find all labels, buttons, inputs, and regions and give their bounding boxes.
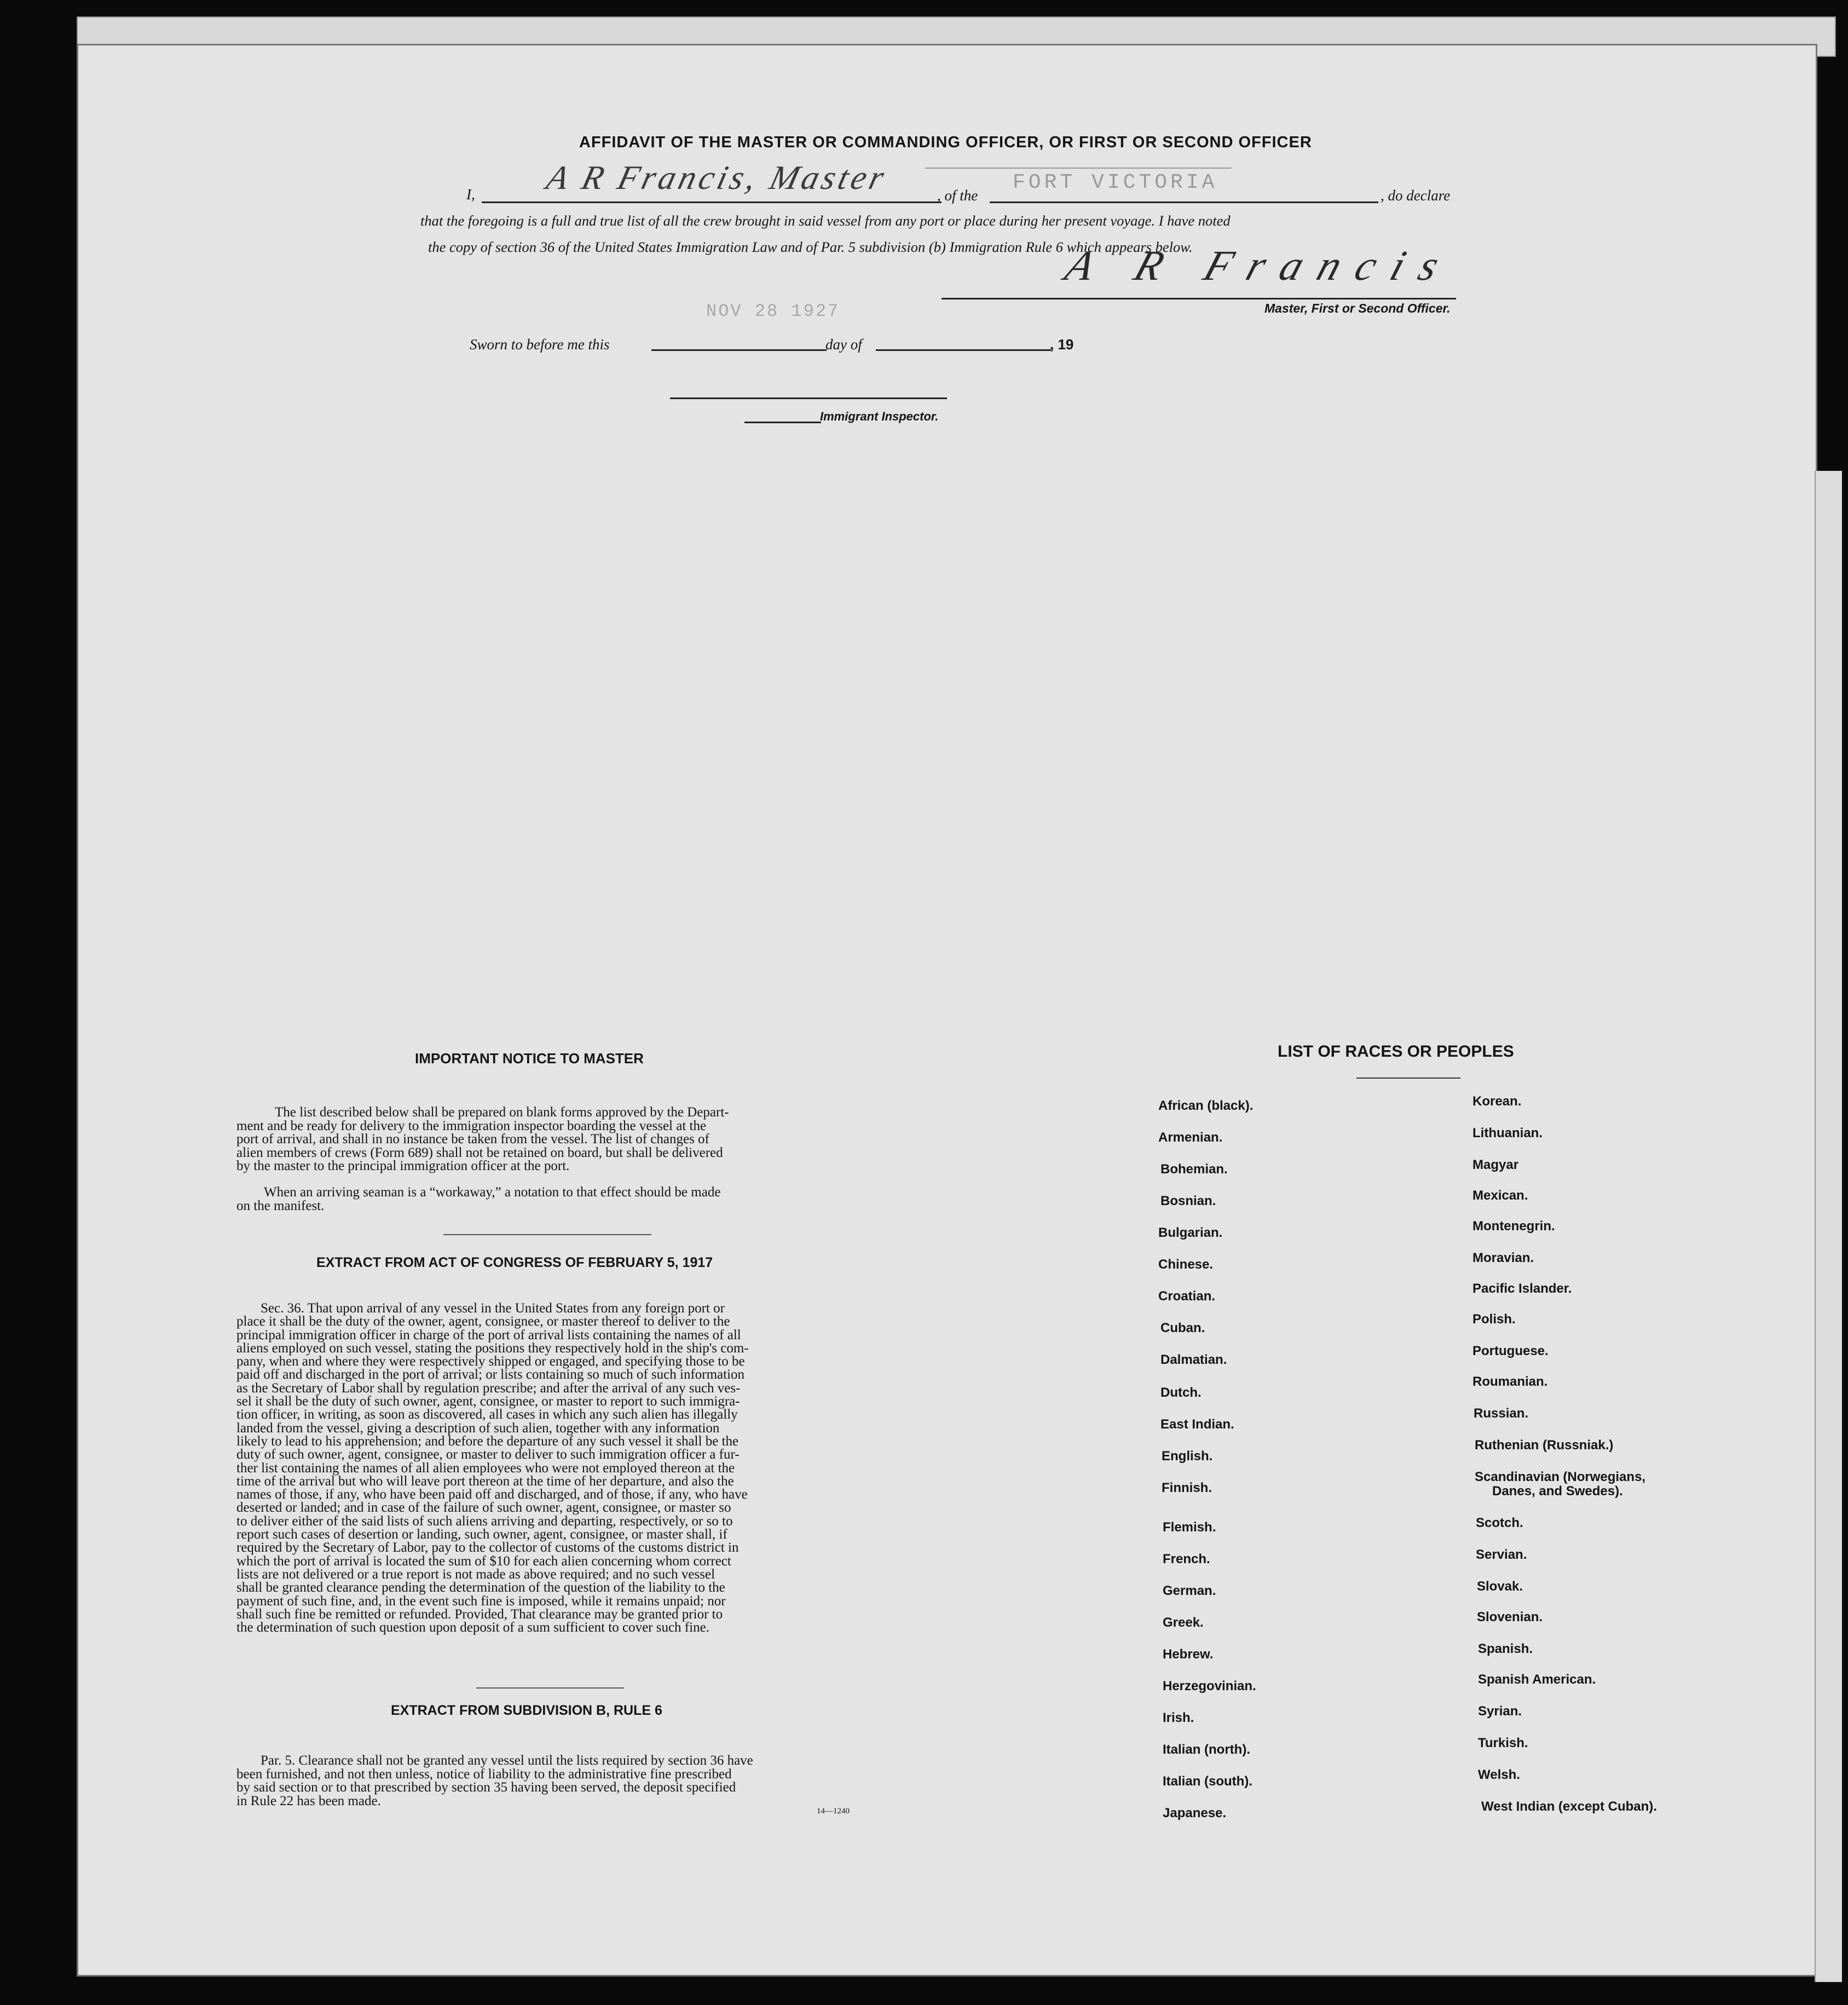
race-item: Turkish.	[1478, 1736, 1528, 1750]
vessel-name-line	[990, 201, 1378, 203]
notice-p1-line: by the master to the principal immigration officer at the port.	[236, 1159, 570, 1173]
year-prefix-label: , 19	[1050, 336, 1074, 353]
form-number: 14—1240	[817, 1807, 850, 1816]
race-item: German.	[1163, 1583, 1216, 1598]
act-line: the determination of such question upon deposit of a sum sufficient to cover such fine.	[236, 1620, 709, 1635]
act-line: paid off and discharged in the port of arrival; or lists containing so much of such information	[236, 1367, 745, 1382]
notice-paragraph-2	[236, 1186, 861, 1213]
sworn-day-line	[651, 349, 827, 351]
notice-p1-line: The list described below shall be prepared on blank forms approved by the Depart-	[275, 1105, 729, 1120]
race-item: Japanese.	[1163, 1806, 1227, 1820]
act-line: lists are not delivered or a true report is not made as above required; and no such vessel	[236, 1566, 715, 1582]
race-item: English.	[1162, 1449, 1213, 1464]
act-line: landed from the vessel, giving a description of such alien, together with any information	[236, 1420, 720, 1436]
act-line: shall such fine be remitted or refunded. Provided, That clearance may be granted prior to	[236, 1606, 723, 1622]
act-line: report such cases of desertion or landing, such owner, agent, consignee, or master shall, if	[236, 1527, 727, 1542]
race-item: Slovak.	[1477, 1579, 1523, 1594]
races-title: LIST OF RACES OR PEOPLES	[1278, 1042, 1514, 1061]
act-line: which the port of arrival is located the sum of $10 for each alien concerning whom correct	[236, 1553, 731, 1569]
date-stamp: NOV 28 1927	[706, 301, 840, 321]
race-item: Polish.	[1472, 1312, 1516, 1327]
race-item: West Indian (except Cuban).	[1481, 1799, 1657, 1814]
master-name-handwritten: A R Francis, Master	[542, 159, 891, 197]
race-item: Korean.	[1472, 1094, 1522, 1109]
race-item: Magyar	[1472, 1157, 1519, 1172]
notice-p1-line: ment and be ready for delivery to the immigration inspector boarding the vessel at the	[236, 1118, 707, 1133]
inspector-caption: Immigrant Inspector.	[820, 410, 939, 423]
affidavit-i-label: I,	[466, 186, 475, 203]
race-item: Roumanian.	[1472, 1374, 1548, 1389]
race-item: French.	[1163, 1552, 1210, 1566]
race-item: Montenegrin.	[1472, 1219, 1555, 1234]
notice-title: IMPORTANT NOTICE TO MASTER	[415, 1050, 644, 1067]
sworn-label: Sworn to before me this	[470, 336, 610, 353]
act-line: deserted or landed; and in case of the failure of such owner, agent, consignee, or master so	[236, 1500, 731, 1516]
rule-line: in Rule 22 has been made.	[236, 1793, 381, 1808]
race-item: Italian (south).	[1163, 1774, 1252, 1789]
rule-line: by said section or to that prescribed by section 35 having been served, the deposit specified	[236, 1780, 736, 1795]
rule-line: Par. 5. Clearance shall not be granted any vessel until the lists required by section 36 have	[261, 1753, 753, 1768]
notice-p1-line: port of arrival, and shall in no instance be taken from the vessel. The list of changes of	[236, 1132, 709, 1146]
vessel-name-stamp: FORT VICTORIA	[1013, 171, 1218, 194]
race-item: Moravian.	[1472, 1251, 1534, 1265]
race-item: East Indian.	[1160, 1417, 1234, 1432]
act-line: time of the arrival but who will leave port thereon at the time of her departure, and also the	[236, 1473, 734, 1489]
race-item: Irish.	[1163, 1710, 1194, 1725]
race-item: Mexican.	[1472, 1188, 1528, 1203]
notice-p2-line: on the manifest.	[236, 1198, 325, 1213]
act-line: sel it shall be the duty of such owner, agent, consignee, or master to report to such immigra-	[236, 1394, 740, 1409]
race-item: Chinese.	[1158, 1257, 1214, 1272]
race-item: Danes, and Swedes).	[1492, 1484, 1623, 1499]
notice-divider	[443, 1234, 651, 1235]
race-item: Dalmatian.	[1160, 1352, 1227, 1367]
race-item: Welsh.	[1478, 1767, 1520, 1782]
rule-line: been furnished, and not then unless, notice of liability to the administrative fine prescribed	[236, 1766, 732, 1782]
act-line: required by the Secretary of Labor, pay to the collector of customs of the customs district in	[236, 1540, 739, 1555]
race-item: Lithuanian.	[1472, 1126, 1543, 1140]
inspector-signature-line	[670, 397, 947, 399]
signature-line	[942, 298, 1456, 299]
race-item: Spanish.	[1478, 1641, 1533, 1656]
extract-act-title: EXTRACT FROM ACT OF CONGRESS OF FEBRUARY 5, 1917	[316, 1255, 713, 1270]
extract-act-text	[236, 1302, 865, 1634]
of-the-label: , of the	[937, 187, 978, 204]
race-item: Ruthenian (Russniak.)	[1475, 1438, 1614, 1453]
paper-right-edge	[1815, 471, 1842, 1982]
race-item: Greek.	[1163, 1615, 1204, 1630]
affidavit-body-line-1: that the foregoing is a full and true list of all the crew brought in said vessel from any port or place during her present voyage. I have noted	[420, 212, 1231, 229]
act-line: to deliver either of the said lists of such aliens arriving and departing, respectively, or so to	[236, 1513, 733, 1529]
act-line: payment of such fine, and, in the event such fine is imposed, while it remains unpaid; nor	[236, 1593, 726, 1609]
race-item: Dutch.	[1160, 1385, 1202, 1400]
race-item: Russian.	[1474, 1406, 1529, 1421]
race-item: Spanish American.	[1478, 1672, 1596, 1687]
act-line: ther list containing the names of all alien employees who were not employed thereon at the	[236, 1460, 735, 1476]
race-item: Scandinavian (Norwegians,	[1475, 1470, 1646, 1484]
vessel-stamp-box-line	[925, 168, 1232, 169]
notice-p1-line: alien members of crews (Form 689) shall not be retained on board, but shall be delivered	[236, 1145, 723, 1160]
inspector-caption-line	[744, 422, 821, 423]
sworn-month-line	[876, 349, 1051, 351]
act-line: as the Secretary of Labor shall by regulation prescribe; and after the arrival of any such ves-	[236, 1380, 741, 1396]
affidavit-title: AFFIDAVIT OF THE MASTER OR COMMANDING OFFICER, OR FIRST OR SECOND OFFICER	[579, 134, 1312, 151]
day-of-label: day of	[825, 336, 862, 353]
act-divider	[476, 1687, 624, 1689]
race-item: Syrian.	[1478, 1704, 1522, 1719]
race-item: Finnish.	[1162, 1480, 1212, 1495]
master-name-line	[482, 201, 942, 203]
act-line: Sec. 36. That upon arrival of any vessel in the United States from any foreign port or	[261, 1301, 725, 1316]
act-line: tion officer, in writing, as soon as discovered, all cases in which any such alien has illegally	[236, 1407, 738, 1422]
race-item: Flemish.	[1163, 1520, 1216, 1535]
race-item: Servian.	[1476, 1547, 1527, 1562]
notice-p2-line: When an arriving seaman is a “workaway,” a notation to that effect should be made	[264, 1185, 721, 1200]
notice-paragraph-1	[236, 1106, 861, 1173]
act-line: likely to lead to his apprehension; and before the departure of any such vessel it shall be the	[236, 1433, 739, 1449]
race-item: Pacific Islander.	[1472, 1281, 1572, 1296]
do-declare-label: , do declare	[1381, 187, 1451, 204]
act-line: shall be granted clearance pending the determination of the question of the liability to the	[236, 1580, 725, 1595]
act-line: pany, when and where they were respectively shipped or engaged, and specifying those to be	[236, 1354, 745, 1369]
act-line: aliens employed on such vessel, stating the positions they respectively hold in the ship's com-	[236, 1340, 749, 1356]
races-divider	[1356, 1078, 1460, 1079]
act-line: place it shall be the duty of the owner, agent, consignee, or master thereof to deliver to the	[236, 1314, 730, 1329]
race-item: Croatian.	[1158, 1289, 1216, 1304]
race-item: Italian (north).	[1163, 1742, 1250, 1757]
extract-rule-title: EXTRACT FROM SUBDIVISION B, RULE 6	[391, 1703, 662, 1718]
race-item: Armenian.	[1158, 1130, 1223, 1145]
race-item: Hebrew.	[1163, 1647, 1214, 1662]
act-line: duty of such owner, agent, consignee, or master to deliver to such immigration officer a fur-	[236, 1447, 740, 1462]
signature-caption: Master, First or Second Officer.	[1264, 301, 1451, 315]
race-item: Cuban.	[1160, 1321, 1205, 1335]
affidavit-body-line-2: the copy of section 36 of the United States Immigration Law and of Par. 5 subdivision (b) Immigration Rule 6 which appears below.	[428, 239, 1193, 255]
race-item: Slovenian.	[1477, 1610, 1543, 1624]
race-item: Bulgarian.	[1158, 1225, 1223, 1240]
act-line: names of those, if any, who have been paid off and discharged, and of those, if any, who have	[236, 1487, 748, 1502]
race-item: Herzegovinian.	[1163, 1679, 1256, 1693]
race-item: Bosnian.	[1160, 1194, 1216, 1208]
extract-rule-text	[236, 1754, 865, 1808]
act-line: principal immigration officer in charge of the port of arrival lists containing the names of all	[236, 1327, 741, 1343]
race-item: Scotch.	[1476, 1516, 1523, 1530]
race-item: Bohemian.	[1160, 1162, 1228, 1177]
race-item: African (black).	[1158, 1098, 1254, 1113]
race-item: Portuguese.	[1472, 1344, 1549, 1358]
officer-signature: A R Francis	[1060, 241, 1462, 289]
